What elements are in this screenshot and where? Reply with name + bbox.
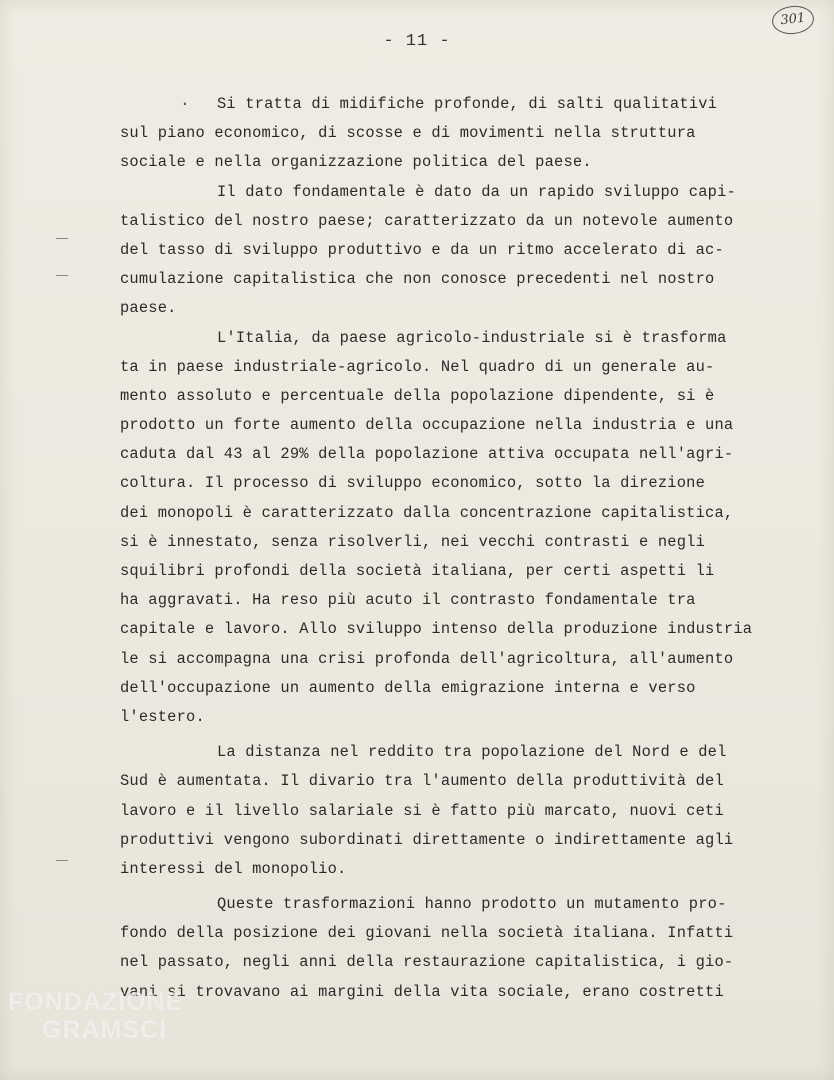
text-line: lavoro e il livello salariale si è fatto più marcato, nuovi ceti: [120, 801, 724, 820]
text-line: dell'occupazione un aumento della emigrazione interna e verso: [120, 678, 696, 697]
paragraph-5: [120, 890, 780, 1007]
paragraph-3: [120, 324, 780, 733]
text-line: del tasso di sviluppo produttivo e da un ritmo accelerato di ac-: [120, 240, 724, 259]
paragraph-2: [120, 178, 780, 324]
text-line: l'estero.: [120, 707, 205, 726]
text-line: Queste trasformazioni hanno prodotto un mutamento pro-: [217, 895, 727, 914]
bullet-mark: ·: [180, 95, 190, 113]
text-line: sul piano economico, di scosse e di movimenti nella struttura: [120, 124, 696, 143]
text-line: dei monopoli è caratterizzato dalla concentrazione capitalistica,: [120, 503, 734, 522]
text-line: squilibri profondi della società italiana, per certi aspetti li: [120, 562, 715, 580]
text-line: si è innestato, senza risolverli, nei vecchi contrasti e negli: [120, 532, 706, 551]
text-line: mento assoluto e percentuale della popolazione dipendente, si è: [120, 386, 715, 405]
page-number: - 11 -: [383, 32, 451, 51]
text-line: paese.: [120, 299, 177, 318]
watermark-line: GRAMSCI: [42, 1016, 168, 1044]
text-line: Il dato fondamentale è dato da un rapido sviluppo capi-: [217, 182, 736, 201]
text-line: prodotto un forte aumento della occupazione nella industria e una: [120, 416, 734, 435]
text-line: caduta dal 43 al 29% della popolazione attiva occupata nell'agri-: [120, 445, 734, 464]
text-line: nel passato, negli anni della restaurazione capitalistica, i gio-: [120, 953, 734, 972]
margin-mark: [56, 275, 68, 276]
archive-stamp: 301: [771, 4, 816, 36]
text-line: sociale e nella organizzazione politica del paese.: [120, 153, 592, 172]
watermark-logo: [8, 988, 183, 1044]
paragraph-4: [120, 738, 780, 884]
text-line: L'Italia, da paese agricolo-industriale si è trasforma: [217, 328, 727, 347]
watermark-line: FONDAZIONE: [8, 988, 184, 1016]
text-line: vani si trovavano ai margini della vita sociale, erano costretti: [120, 982, 724, 1001]
text-line: cumulazione capitalistica che non conosce precedenti nel nostro: [120, 270, 715, 289]
text-line: Si tratta di midifiche profonde, di salti qualitativi: [217, 95, 718, 113]
text-line: capitale e lavoro. Allo sviluppo intenso della produzione industria: [120, 620, 753, 639]
body-text: [120, 90, 780, 1007]
text-line: le si accompagna una crisi profonda dell'agricoltura, all'aumento: [120, 649, 734, 668]
margin-mark: [56, 238, 68, 239]
text-line: coltura. Il processo di sviluppo economico, sotto la direzione: [120, 474, 706, 493]
text-line: Sud è aumentata. Il divario tra l'aumento della produttività del: [120, 772, 724, 791]
text-line: interessi del monopolio.: [120, 859, 347, 878]
text-line: fondo della posizione dei giovani nella società italiana. Infatti: [120, 924, 734, 943]
text-line: produttivi vengono subordinati direttamente o indirettamente agli: [120, 830, 734, 849]
text-line: La distanza nel reddito tra popolazione del Nord e del: [217, 743, 727, 762]
margin-mark: [56, 860, 68, 861]
paragraph-1: [120, 90, 780, 178]
text-line: talistico del nostro paese; caratterizzato da un notevole aumento: [120, 211, 734, 230]
text-line: ta in paese industriale-agricolo. Nel quadro di un generale au-: [120, 357, 715, 376]
text-line: ha aggravati. Ha reso più acuto il contrasto fondamentale tra: [120, 591, 696, 610]
